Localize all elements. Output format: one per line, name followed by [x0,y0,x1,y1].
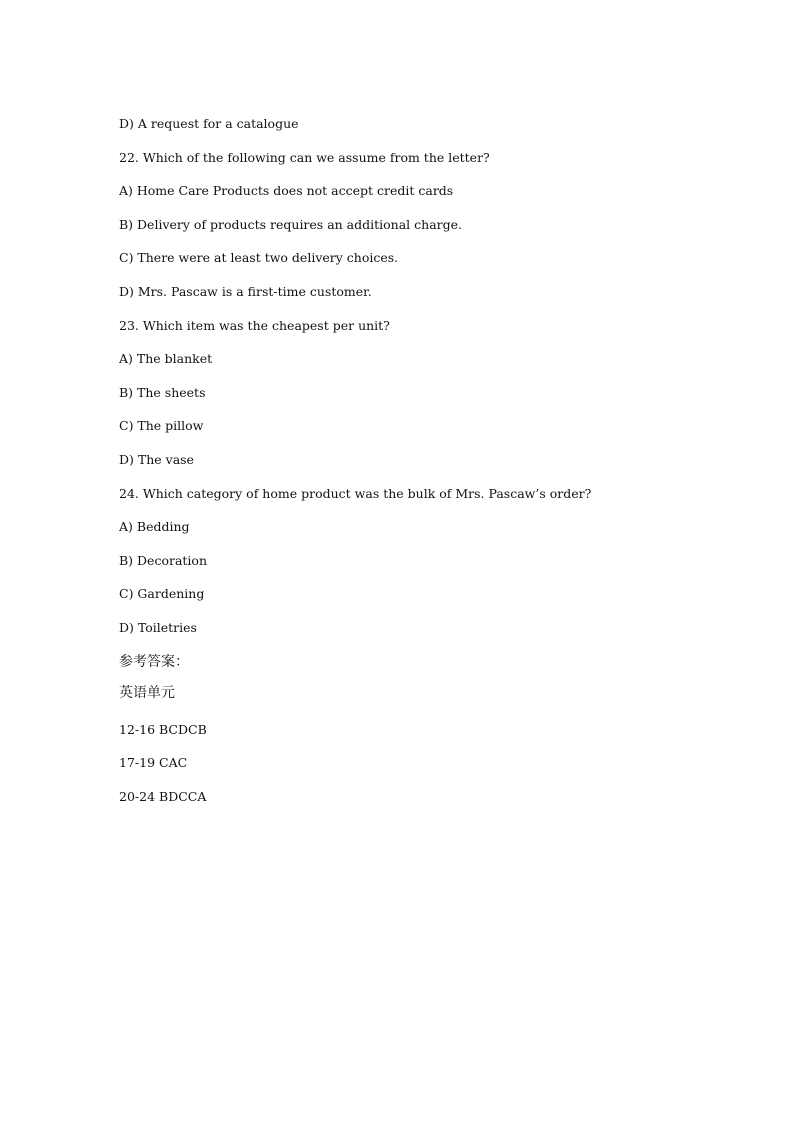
answer-line-20-24: 20-24 BDCCA [119,788,207,804]
q24-question: 24. Which category of home product was the bulk of Mrs. Pascaw’s order? [119,485,592,501]
q22-option-d: D) Mrs. Pascaw is a first-time customer. [119,283,372,299]
q24-option-c: C) Gardening [119,586,205,602]
q22-option-a: A) Home Care Products does not accept credit cards [119,183,454,199]
q22-option-c: C) There were at least two delivery choices. [119,250,399,266]
q23-option-a: A) The blanket [119,351,213,367]
q24-option-a: A) Bedding [119,519,190,535]
q21-option-d: D) A request for a catalogue [119,116,299,131]
answer-key-heading: 英语单元 [119,684,175,701]
q23-option-c: C) The pillow [119,418,204,434]
q22-question: 22. Which of the following can we assume from the letter? [119,149,490,165]
q23-question: 23. Which item was the cheapest per unit? [119,317,390,333]
q23-option-b: B) The sheets [119,384,206,400]
q22-option-b: B) Delivery of products requires an additional charge. [119,216,462,232]
q23-option-d: D) The vase [119,451,194,467]
answer-key-label: 参考答案： [119,653,189,670]
q24-option-d: D) Toiletries [119,619,197,635]
answer-line-12-16: 12-16 BCDCB [119,721,207,737]
q24-option-b: B) Decoration [119,552,208,568]
answer-line-17-19: 17-19 CAC [119,755,188,771]
document-page [119,114,739,820]
